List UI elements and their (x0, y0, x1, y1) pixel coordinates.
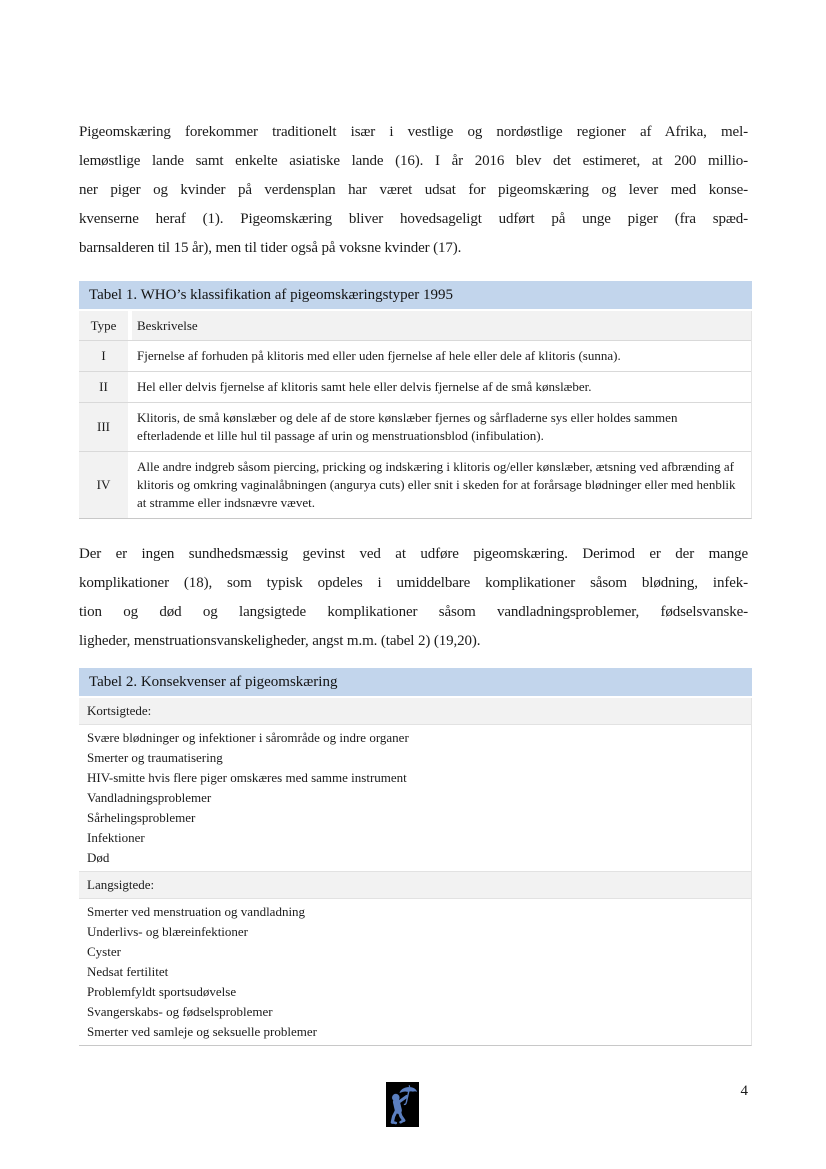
type-cell: III (79, 403, 128, 451)
list-item: Infektioner (87, 830, 145, 845)
type-cell: I (79, 341, 128, 371)
table2-title: Tabel 2. Konsekvenser af pigeomskæring (79, 668, 752, 696)
table-2-consequences (79, 668, 752, 1046)
table2-body (79, 698, 752, 1046)
list-item: Cyster (87, 944, 121, 959)
umbrella-person-icon (386, 1082, 419, 1127)
table1-rows (79, 340, 751, 518)
list-item: Smerter ved samleje og seksuelle problemer (87, 1024, 317, 1039)
page-content (79, 118, 752, 1046)
description-cell: Hel eller delvis fjernelse af klitoris samt hele eller delvis fjernelse af de små kønslæber. (137, 379, 592, 394)
section-label-short-term: Kortsigtede: (79, 698, 751, 725)
table-1-who-classification (79, 281, 752, 519)
table-row (79, 402, 751, 451)
table1-header-row (79, 311, 751, 340)
list-item: Død (87, 850, 110, 865)
list-item: Nedsat fertilitet (87, 964, 169, 979)
paragraph-line: ner piger og kvinder på verdensplan har været udsat for pigeomskæring og lever med konse- (79, 182, 748, 198)
list-item: Smerter og traumatisering (87, 750, 223, 765)
column-header-type: Type (79, 311, 128, 340)
list-item: Vandladningsproblemer (87, 790, 212, 805)
paragraph-line: Pigeomskæring forekommer traditionelt især i vestlige og nordøstlige regioner af Afrika, mel- (79, 124, 748, 140)
paragraph-line: barnsalderen til 15 år), men til tider også på voksne kvinder (17). (79, 240, 462, 256)
list-item: Smerter ved menstruation og vandladning (87, 904, 306, 919)
paragraph-line: tion og død og langsigtede komplikationer såsom vandladningsproblemer, fødselsvanske- (79, 604, 748, 620)
paragraph-intro (79, 118, 748, 263)
page-number: 4 (740, 1083, 748, 1099)
long-term-items (79, 899, 751, 1045)
list-item: HIV-smitte hvis flere piger omskæres med samme instrument (87, 770, 407, 785)
type-cell: IV (79, 452, 128, 518)
paragraph-line: komplikationer (18), som typisk opdeles i umiddelbare komplikationer såsom blødning, infek- (79, 575, 748, 591)
paragraph-line: lemøstlige lande samt enkelte asiatiske lande (16). I år 2016 blev det estimeret, at 200 millio- (79, 153, 748, 169)
umbrella-person-logo (386, 1082, 419, 1127)
paragraph-complications (79, 540, 748, 656)
paragraph-line: Der er ingen sundhedsmæssig gevinst ved at udføre pigeomskæring. Derimod er der mange (79, 546, 748, 562)
table-row (79, 451, 751, 518)
short-term-items (79, 725, 751, 871)
section-label-long-term: Langsigtede: (79, 871, 751, 899)
type-cell: II (79, 372, 128, 402)
list-item: Problemfyldt sportsudøvelse (87, 984, 237, 999)
table1-title: Tabel 1. WHO’s klassifikation af pigeomskæringstyper 1995 (79, 281, 752, 309)
table-row (79, 340, 751, 371)
list-item: Svære blødninger og infektioner i sårområde og indre organer (87, 730, 409, 745)
description-cell: Alle andre indgreb såsom piercing, pricking og indskæring i klitoris og/eller kønslæber, ætsning ved afbrænding af klitoris og omkring vaginalåbningen (angurya cuts) eller snit i skeden for at forårsage blødninger eller med henblik at stramme eller indsnævre vævet. (137, 459, 736, 510)
paragraph-line: kvenserne heraf (1). Pigeomskæring bliver hovedsageligt udført på unge piger (fra spæd- (79, 211, 748, 227)
list-item: Svangerskabs- og fødselsproblemer (87, 1004, 273, 1019)
table1-body (79, 311, 752, 519)
list-item: Sårhelingsproblemer (87, 810, 196, 825)
list-item: Underlivs- og blæreinfektioner (87, 924, 249, 939)
description-cell: Klitoris, de små kønslæber og dele af de store kønslæber fjernes og sårfladerne sys eller holdes sammen efterladende et lille hul til passage af urin og menstruationsblod (infibulation). (137, 410, 678, 443)
paragraph-line: ligheder, menstruationsvanskeligheder, angst m.m. (tabel 2) (19,20). (79, 633, 481, 649)
column-header-beskrivelse: Beskrivelse (132, 311, 751, 340)
description-cell: Fjernelse af forhuden på klitoris med eller uden fjernelse af hele eller dele af klitoris (sunna). (137, 348, 621, 363)
table-row (79, 371, 751, 402)
